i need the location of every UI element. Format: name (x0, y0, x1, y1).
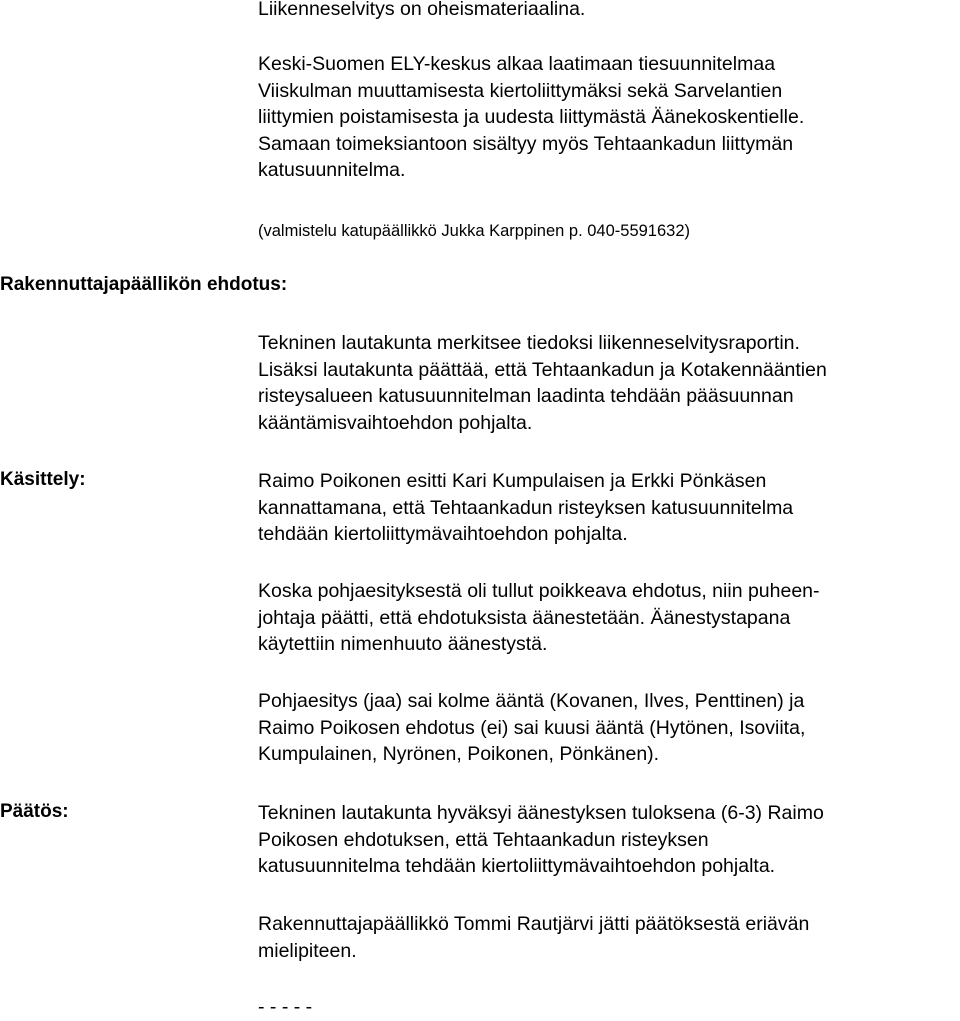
top-line-text: Liikenneselvitys on oheismateriaalina. (258, 0, 586, 20)
handling-label: Käsittely: (0, 469, 86, 490)
proposal-text: Tekninen lautakunta merkitsee tiedoksi liikenneselvitysraportin. Lisäksi lautakunta päättää, että Tehtaankadun ja Kotakennääntien risteysalueen katusuunnitelman laadinta tehdään pääsuunnan kääntämisvaihtoehdon pohjalta. (258, 332, 827, 434)
intro-paragraph: Keski-Suomen ELY-keskus alkaa laatimaan tiesuunnitelmaa Viiskulman muuttamisesta kiertoliittymäksi sekä Sarvelantien liittymien poistamisesta ja uudesta liittymästä Äänekoskentielle. Samaan toimeksiantoon sisältyy myös Tehtaankadun liittymän katusuunnitelma. (258, 53, 805, 181)
decision-paragraph-1: Tekninen lautakunta hyväksyi äänestyksen tuloksena (6-3) Raimo Poikosen ehdotuksen, että Tehtaankadun risteyksen katusuunnitelma tehdään kiertoliittymävaihtoehdon pohjalta. (258, 802, 824, 877)
handling-paragraph-3: Pohjaesitys (jaa) sai kolme ääntä (Kovanen, Ilves, Penttinen) ja Raimo Poikosen ehdotus (ei) sai kuusi ääntä (Hytönen, Isoviita, Kumpulainen, Nyrönen, Poikonen, Pönkänen). (258, 690, 806, 765)
decision-paragraph-2: Rakennuttajapäällikkö Tommi Rautjärvi jätti päätöksestä eriävän mielipiteen. (258, 913, 810, 962)
decision-label: Päätös: (0, 801, 69, 822)
proposal-label: Rakennuttajapäällikön ehdotus: (0, 274, 288, 295)
end-marker: - - - - - (258, 996, 313, 1018)
handling-paragraph-1: Raimo Poikonen esitti Kari Kumpulaisen ja Erkki Pönkäsen kannattamana, että Tehtaankadun risteyksen katusuunnitelma tehdään kiertoliittymävaihtoehdon pohjalta. (258, 470, 794, 545)
handling-paragraph-2: Koska pohjaesityksestä oli tullut poikkeava ehdotus, niin puheen- johtaja päätti, että ehdotuksista äänestetään. Äänestystapana käytettiin nimenhuuto äänestystä. (258, 580, 820, 655)
preparer-note: (valmistelu katupäällikkö Jukka Karppinen p. 040-5591632) (258, 222, 691, 240)
